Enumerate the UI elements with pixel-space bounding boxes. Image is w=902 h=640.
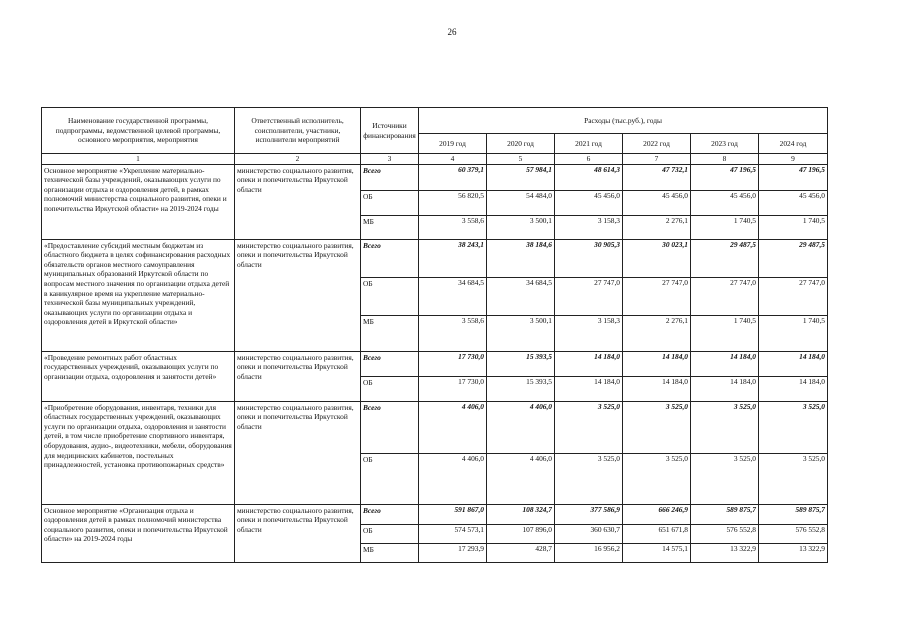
event-name: «Проведение ремонтных работ областных государственных учреждений, оказывающих услуги по организации отдыха, оздоровления и занятости детей»: [42, 351, 235, 401]
value-cell: 14 184,0: [759, 376, 828, 401]
responsible-executor: министерство социального развития, опеки и попечительства Иркутской области: [235, 504, 361, 562]
value-cell: 29 487,5: [691, 239, 759, 277]
value-cell: 27 747,0: [691, 277, 759, 315]
value-cell: 4 406,0: [419, 401, 487, 453]
source-label: МБ: [361, 315, 419, 351]
value-cell: 3 558,6: [419, 315, 487, 351]
table-row: [42, 504, 828, 524]
value-cell: 3 158,3: [555, 215, 623, 239]
column-number: 4: [419, 154, 487, 165]
value-cell: 30 023,1: [623, 239, 691, 277]
header-year: 2021 год: [555, 134, 623, 154]
source-label: Всего: [361, 239, 419, 277]
value-cell: 34 684,5: [419, 277, 487, 315]
value-cell: 1 740,5: [691, 215, 759, 239]
source-label: ОБ: [361, 524, 419, 543]
value-cell: 45 456,0: [555, 190, 623, 215]
table-row: [42, 351, 828, 376]
value-cell: 30 905,3: [555, 239, 623, 277]
column-number: 3: [361, 154, 419, 165]
value-cell: 3 525,0: [759, 401, 828, 453]
value-cell: 589 875,7: [691, 504, 759, 524]
table-row: [42, 401, 828, 453]
value-cell: 2 276,1: [623, 215, 691, 239]
header-source: Источники финансирования: [361, 108, 419, 154]
value-cell: 1 740,5: [759, 215, 828, 239]
value-cell: 14 575,1: [623, 543, 691, 562]
value-cell: 14 184,0: [623, 376, 691, 401]
value-cell: 428,7: [487, 543, 555, 562]
column-number: 1: [42, 154, 235, 165]
value-cell: 48 614,3: [555, 164, 623, 190]
table-row: [42, 239, 828, 277]
responsible-executor: министерство социального развития, опеки и попечительства Иркутской области: [235, 164, 361, 239]
responsible-executor: министерство социального развития, опеки и попечительства Иркутской области: [235, 351, 361, 401]
value-cell: 108 324,7: [487, 504, 555, 524]
source-label: Всего: [361, 351, 419, 376]
value-cell: 3 525,0: [623, 401, 691, 453]
source-label: ОБ: [361, 190, 419, 215]
value-cell: 574 573,1: [419, 524, 487, 543]
value-cell: 14 184,0: [691, 351, 759, 376]
value-cell: 3 525,0: [691, 453, 759, 504]
table-row: [42, 164, 828, 190]
value-cell: 17 730,0: [419, 376, 487, 401]
value-cell: 47 732,1: [623, 164, 691, 190]
value-cell: 14 184,0: [623, 351, 691, 376]
value-cell: 16 956,2: [555, 543, 623, 562]
value-cell: 45 456,0: [759, 190, 828, 215]
column-number: 8: [691, 154, 759, 165]
value-cell: 4 406,0: [487, 453, 555, 504]
value-cell: 3 525,0: [691, 401, 759, 453]
value-cell: 107 896,0: [487, 524, 555, 543]
value-cell: 17 293,9: [419, 543, 487, 562]
source-label: МБ: [361, 215, 419, 239]
value-cell: 666 246,9: [623, 504, 691, 524]
value-cell: 1 740,5: [759, 315, 828, 351]
page-number: 26: [447, 27, 457, 37]
value-cell: 27 747,0: [623, 277, 691, 315]
header-row-top: [42, 108, 828, 134]
value-cell: 3 525,0: [555, 401, 623, 453]
value-cell: 29 487,5: [759, 239, 828, 277]
value-cell: 47 196,5: [691, 164, 759, 190]
event-name: «Приобретение оборудования, инвентаря, техники для областных государственных учреждений, оказывающих услуги по организации отдыха, оздоровления и занятости детей, в том числе приобретение спортивного инвентаря, оборудования, аудио-, видеотехники, мебели, оборудования для медицинских кабинетов, постельных принадлежностей, установка противопожарных средств»: [42, 401, 235, 504]
header-responsible: Ответственный исполнитель, соисполнители, участники, исполнители мероприятий: [235, 108, 361, 154]
event-name: «Предоставление субсидий местным бюджетам из областного бюджета в целях софинансирования расходных обязательств органов местного самоуправления муниципальных образований Иркутской области по вопросам местного значения по организации отдыха детей в каникулярное время на укрепление материально-технической базы муниципальных учреждений, оказывающих услуги по организации отдыха и оздоровления детей в Иркутской области»: [42, 239, 235, 351]
value-cell: 27 747,0: [759, 277, 828, 315]
value-cell: 3 500,1: [487, 215, 555, 239]
column-number: 9: [759, 154, 828, 165]
value-cell: 576 552,8: [759, 524, 828, 543]
value-cell: 14 184,0: [555, 376, 623, 401]
header-year: 2023 год: [691, 134, 759, 154]
value-cell: 4 406,0: [487, 401, 555, 453]
value-cell: 3 525,0: [555, 453, 623, 504]
source-label: ОБ: [361, 376, 419, 401]
value-cell: 17 730,0: [419, 351, 487, 376]
header-name: Наименование государственной программы, подпрограммы, ведомственной целевой программы, основного мероприятия, мероприятия: [42, 108, 235, 154]
column-number: 2: [235, 154, 361, 165]
budget-table: [41, 107, 828, 563]
value-cell: 13 322,9: [759, 543, 828, 562]
value-cell: 38 184,6: [487, 239, 555, 277]
value-cell: 13 322,9: [691, 543, 759, 562]
value-cell: 56 820,5: [419, 190, 487, 215]
value-cell: 14 184,0: [555, 351, 623, 376]
header-year: 2020 год: [487, 134, 555, 154]
value-cell: 3 525,0: [623, 453, 691, 504]
value-cell: 57 984,1: [487, 164, 555, 190]
value-cell: 38 243,1: [419, 239, 487, 277]
column-numbers-row: [42, 154, 828, 165]
source-label: ОБ: [361, 453, 419, 504]
event-name: Основное мероприятие «Организация отдыха и оздоровления детей в рамках полномочий министерства социального развития, опеки и попечительства Иркутской области» на 2019-2024 годы: [42, 504, 235, 562]
value-cell: 27 747,0: [555, 277, 623, 315]
value-cell: 377 586,9: [555, 504, 623, 524]
source-label: Всего: [361, 164, 419, 190]
value-cell: 45 456,0: [623, 190, 691, 215]
value-cell: 34 684,5: [487, 277, 555, 315]
value-cell: 3 500,1: [487, 315, 555, 351]
header-year: 2022 год: [623, 134, 691, 154]
responsible-executor: министерство социального развития, опеки и попечительства Иркутской области: [235, 239, 361, 351]
value-cell: 1 740,5: [691, 315, 759, 351]
source-label: ОБ: [361, 277, 419, 315]
column-number: 7: [623, 154, 691, 165]
source-label: Всего: [361, 504, 419, 524]
value-cell: 54 484,0: [487, 190, 555, 215]
value-cell: 2 276,1: [623, 315, 691, 351]
value-cell: 4 406,0: [419, 453, 487, 504]
source-label: Всего: [361, 401, 419, 453]
value-cell: 47 196,5: [759, 164, 828, 190]
responsible-executor: министерство социального развития, опеки и попечительства Иркутской области: [235, 401, 361, 504]
column-number: 5: [487, 154, 555, 165]
value-cell: 591 867,0: [419, 504, 487, 524]
header-expenses: Расходы (тыс.руб.), годы: [419, 108, 828, 134]
value-cell: 3 525,0: [759, 453, 828, 504]
value-cell: 651 671,8: [623, 524, 691, 543]
value-cell: 589 875,7: [759, 504, 828, 524]
column-number: 6: [555, 154, 623, 165]
event-name: Основное мероприятие «Укрепление материально-технической базы учреждений, оказывающих услуги по организации отдыха и оздоровления детей, в рамках полномочий министерства социального развития, опеки и попечительства Иркутской области» на 2019-2024 годы: [42, 164, 235, 239]
value-cell: 360 630,7: [555, 524, 623, 543]
header-year: 2019 год: [419, 134, 487, 154]
value-cell: 45 456,0: [691, 190, 759, 215]
source-label: МБ: [361, 543, 419, 562]
value-cell: 14 184,0: [759, 351, 828, 376]
header-year: 2024 год: [759, 134, 828, 154]
value-cell: 15 393,5: [487, 351, 555, 376]
value-cell: 14 184,0: [691, 376, 759, 401]
value-cell: 60 379,1: [419, 164, 487, 190]
value-cell: 15 393,5: [487, 376, 555, 401]
value-cell: 3 558,6: [419, 215, 487, 239]
value-cell: 576 552,8: [691, 524, 759, 543]
value-cell: 3 158,3: [555, 315, 623, 351]
